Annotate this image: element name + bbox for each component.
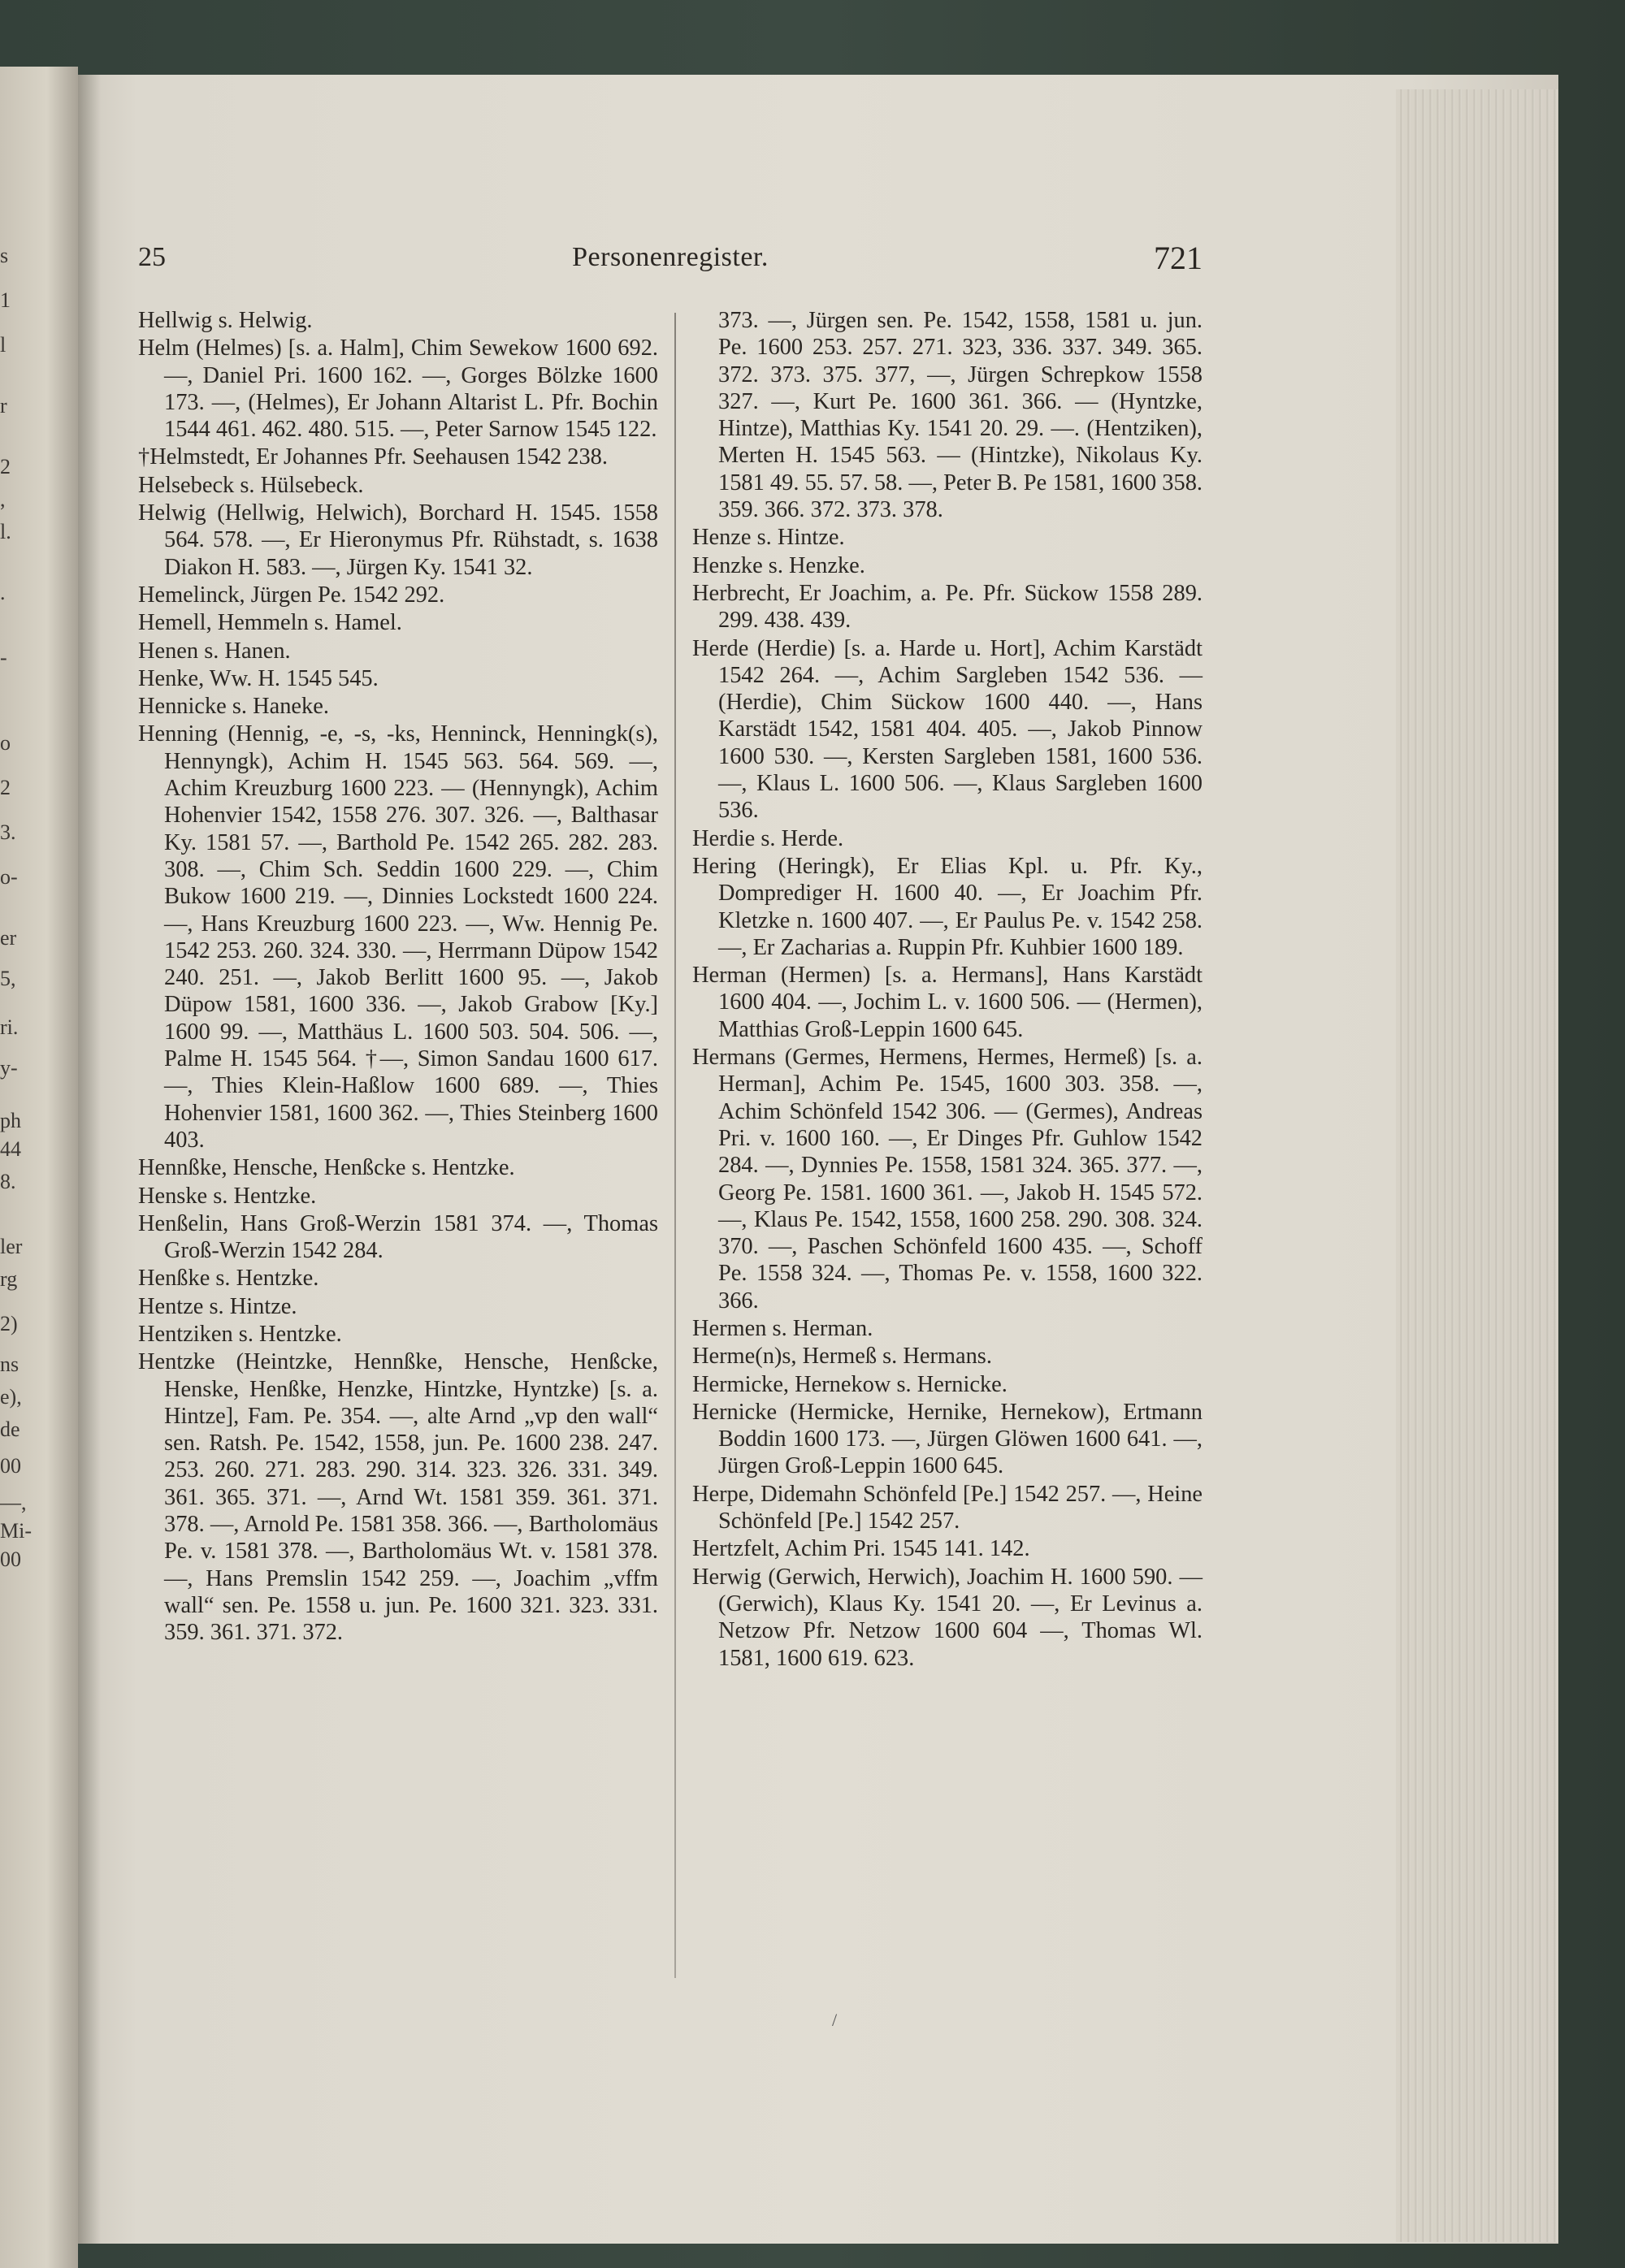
left-page-number: 25 <box>138 242 166 272</box>
register-entry: Hermen s. Herman. <box>692 1315 873 1341</box>
left-page-fragment: ns <box>0 1353 20 1376</box>
left-page-fragment: 2 <box>0 455 11 478</box>
register-entry: Herme(n)s, Hermeß s. Hermans. <box>692 1344 992 1370</box>
left-page-fragment: de <box>0 1418 20 1441</box>
register-entry: Hennicke s. Haneke. <box>138 694 329 720</box>
page-number: 721 <box>1154 240 1202 276</box>
register-entry: Hennßke, Hensche, Henßcke s. Hentzke. <box>138 1155 515 1181</box>
register-entry: Hentziken s. Hentzke. <box>138 1321 342 1347</box>
register-entry: Hentze s. Hintze. <box>138 1293 297 1319</box>
left-page-fragment: 00 <box>0 1454 21 1478</box>
register-entry: Hermicke, Hernekow s. Hernicke. <box>692 1371 1008 1397</box>
running-title: Personenregister. <box>572 242 769 272</box>
register-entry: Hernicke (Hermicke, Hernike, Hernekow), Ertmann Boddin 1600 173. —, Jürgen Glöwen 1600 641. —, Jürgen Groß-Leppin 1600 645. <box>692 1399 1202 1479</box>
left-page-fragment: o <box>0 731 11 755</box>
register-entry: Henske s. Hentzke. <box>138 1183 317 1209</box>
left-page-fragment: e), <box>0 1385 22 1409</box>
register-entry: Herde (Herdie) [s. a. Harde u. Hort], Achim Karstädt 1542 264. —, Achim Sargleben 1542 536. — (Herdie), Chim Sückow 1600 440. —, Hans Karstädt 1542, 1581 404. 405. —, Jakob Pinnow 1600 530. —, Kersten Sargleben 1581, 1600 536. —, Klaus L. 1600 506. —, Klaus Sargleben 1600 536. <box>692 635 1202 824</box>
left-page-fragment: 2 <box>0 776 11 799</box>
left-page-fragment: r <box>0 394 7 418</box>
left-page-fragment: - <box>0 646 7 669</box>
left-page-fragment: 2) <box>0 1312 18 1335</box>
page-header <box>138 242 1202 283</box>
register-entry: Herbrecht, Er Joachim, a. Pe. Pfr. Sückow 1558 289. 299. 438. 439. <box>692 580 1202 634</box>
left-page-fragment: 1 <box>0 288 11 312</box>
register-entry: Herman (Hermen) [s. a. Hermans], Hans Karstädt 1600 404. —, Jochim L. v. 1600 506. — (Hermen), Matthias Groß-Leppin 1600 645. <box>692 963 1202 1042</box>
register-entry: Hellwig s. Helwig. <box>138 308 313 333</box>
left-page-fragment: l <box>0 333 6 357</box>
left-page-fragment: ler <box>0 1235 23 1258</box>
left-page-fragment: —, <box>0 1491 27 1514</box>
left-page-fragment: s <box>0 244 9 267</box>
column-divider <box>674 313 676 1978</box>
register-entry: Helwig (Hellwig, Helwich), Borchard H. 1545. 1558 564. 578. —, Er Hieronymus Pfr. Rühstadt, s. 1638 Diakon H. 583. —, Jürgen Ky. 1541 32. <box>138 500 658 580</box>
register-entry: Hentzke (Heintzke, Hennßke, Hensche, Henßcke, Henske, Henßke, Henzke, Hintzke, Hyntzke) [s. a. Hintze], Fam. Pe. 354. —, alte Arnd „vp den wall“ sen. Ratsh. Pe. 1542, 1558, jun. Pe. 1600 238. 247. 253. 260. 271. 283. 290. 314. 323. 326. 331. 349. 361. 365. 371. —, Arnd Wt. 1581 359. 361. 371. 378. —, Arnold Pe. 1581 358. 366. —, Bartholomäus Pe. v. 1581 378. —, Bartholomäus Wt. v. 1581 378. —, Hans Premslin 1542 259. —, Joachim „vffm wall“ sen. Pe. 1558 u. jun. Pe. 1600 321. 323. 331. 359. 361. 371. 372. <box>138 1349 658 1646</box>
register-entry: Hermans (Germes, Hermens, Hermes, Hermeß) [s. a. Herman], Achim Pe. 1545, 1600 303. 358. —, Achim Schönfeld 1542 306. — (Germes), Andreas Pri. v. 1600 160. —, Er Dinges Pfr. Guhlow 1542 284. —, Dynnies Pe. 1558, 1581 324. 365. 377. —, Georg Pe. 1581. 1600 361. —, Jakob H. 1545 572. —, Klaus Pe. 1542, 1558, 1600 258. 290. 308. 324. 370. —, Paschen Schönfeld 1600 435. —, Schoff Pe. 1558 324. —, Thomas Pe. v. 1558, 1600 322. 366. <box>692 1045 1202 1314</box>
left-page-fragment: rg <box>0 1267 18 1291</box>
left-page-fragment: o- <box>0 865 18 889</box>
left-page-fragment: 00 <box>0 1547 21 1571</box>
left-page-fragment: er <box>0 926 17 950</box>
register-entry-continuation: 373. —, Jürgen sen. Pe. 1542, 1558, 1581 u. jun. Pe. 1600 253. 257. 271. 323, 336. 337. 349. 365. 372. 373. 375. 377, —, Jürgen Schrepkow 1558 327. —, Kurt Pe. 1600 361. 366. — (Hyntzke, Hintze), Matthias Ky. 1541 20. 29. —. (Hentziken), Merten H. 1545 563. — (Hintzke), Nikolaus Ky. 1581 49. 55. 57. 58. —, Peter B. Pe 1581, 1600 358. 359. 366. 372. 373. 378. <box>718 308 1202 523</box>
left-page-fragment: . <box>0 581 6 604</box>
right-column <box>692 307 1202 1673</box>
register-entry: Hemell, Hemmeln s. Hamel. <box>138 610 402 636</box>
left-page-fragment: y- <box>0 1056 18 1080</box>
register-entry: Henßke s. Hentzke. <box>138 1266 319 1292</box>
register-entry: †Helmstedt, Er Johannes Pfr. Seehausen 1542 238. <box>138 444 608 470</box>
register-entry: Hering (Heringk), Er Elias Kpl. u. Pfr. Ky., Domprediger H. 1600 40. —, Er Joachim Pfr. Kletzke n. 1600 407. —, Er Paulus Pe. v. 1542 258. —, Er Zacharias a. Ruppin Pfr. Kuhbier 1600 189. <box>692 853 1202 960</box>
left-page-fragment: 8. <box>0 1170 16 1193</box>
register-entry: Henning (Hennig, -e, -s, -ks, Henninck, Henningk(s), Hennyngk), Achim H. 1545 563. 564. 569. —, Achim Kreuzburg 1600 223. — (Hennyngk), Achim Hohenvier 1542, 1558 276. 307. 326. —, Balthasar Ky. 1581 57. —, Barthold Pe. 1542 265. 282. 283. 308. —, Chim Sch. Seddin 1600 229. —, Chim Bukow 1600 219. —, Dinnies Lockstedt 1600 224. —, Hans Kreuzburg 1600 223. —, Ww. Hennig Pe. 1542 253. 260. 324. 330. —, Herrmann Düpow 1542 240. 251. —, Jakob Berlitt 1600 95. —, Jakob Düpow 1581, 1600 336. —, Jakob Grabow [Ky.] 1600 99. —, Matthäus L. 1600 503. 504. 506. —, Palme H. 1545 564. †—, Simon Sandau 1600 617. —, Thies Klein-Haßlow 1600 689. —, Thies Hohenvier 1581, 1600 362. —, Thies Steinberg 1600 403. <box>138 721 658 1153</box>
register-entry: Helm (Helmes) [s. a. Halm], Chim Sewekow 1600 692. —, Daniel Pri. 1600 162. —, Gorges Bölzke 1600 173. —, (Helmes), Er Johann Altarist L. Pfr. Bochin 1544 461. 462. 480. 515. —, Peter Sarnow 1545 122. <box>138 335 658 443</box>
page-edges <box>1396 89 1558 2242</box>
register-entry: Henze s. Hintze. <box>692 525 845 551</box>
left-page-fragment: ri. <box>0 1015 19 1039</box>
left-page-fragment: 5, <box>0 967 16 990</box>
register-entry: Hertzfelt, Achim Pri. 1545 141. 142. <box>692 1536 1030 1562</box>
register-entry: Henzke s. Henzke. <box>692 552 865 578</box>
register-entry: Herpe, Didemahn Schönfeld [Pe.] 1542 257. —, Heine Schönfeld [Pe.] 1542 257. <box>692 1481 1202 1534</box>
register-entry: Henen s. Hanen. <box>138 638 291 664</box>
adjacent-left-page <box>0 67 78 2268</box>
left-page-fragment: 3. <box>0 820 16 844</box>
left-page-fragment: ph <box>0 1109 21 1132</box>
register-entry: Herdie s. Herde. <box>692 825 844 851</box>
left-column <box>138 307 658 1647</box>
left-page-fragment: l. <box>0 520 11 543</box>
register-entry: Herwig (Gerwich, Herwich), Joachim H. 1600 590. — (Gerwich), Klaus Ky. 1541 20. —, Er Levinus a. Netzow Pfr. Netzow 1600 604 —, Thomas Wl. 1581, 1600 619. 623. <box>692 1564 1202 1671</box>
spine-shadow <box>78 75 101 2244</box>
left-page-fragment: , <box>0 487 6 511</box>
left-page-fragment: Mi- <box>0 1519 32 1543</box>
register-entry: Hemelinck, Jürgen Pe. 1542 292. <box>138 582 445 608</box>
register-entry: Henke, Ww. H. 1545 545. <box>138 665 379 691</box>
left-page-fragment: 44 <box>0 1137 21 1161</box>
register-entry: Henßelin, Hans Groß-Werzin 1581 374. —, Thomas Groß-Werzin 1542 284. <box>138 1210 658 1264</box>
register-entry: Helsebeck s. Hülsebeck. <box>138 472 364 498</box>
stray-mark: / <box>832 2010 838 2030</box>
